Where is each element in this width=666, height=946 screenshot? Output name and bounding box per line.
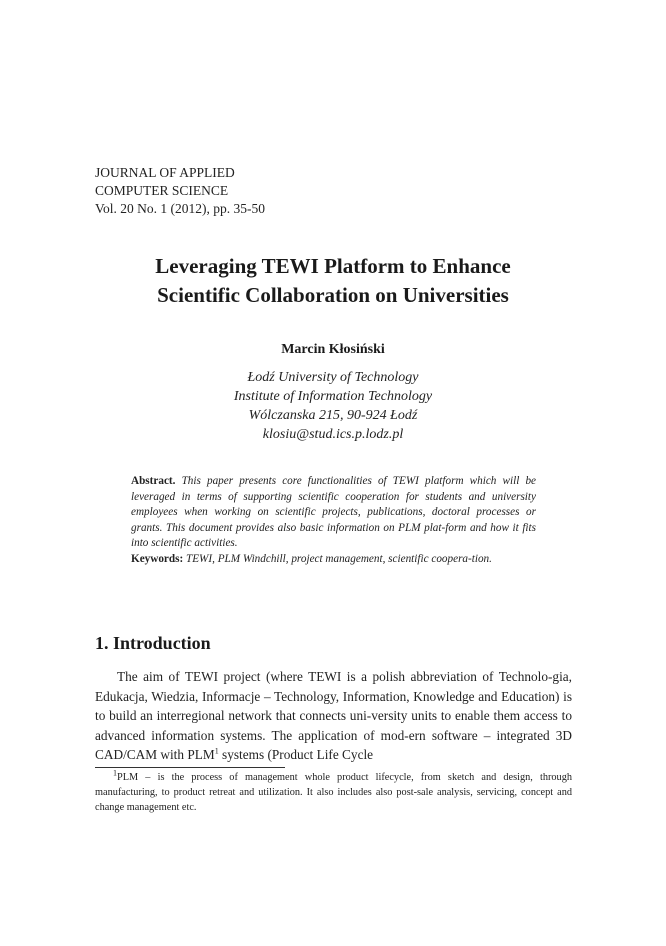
introduction-text-part2: systems (Product Life Cycle [218,747,374,762]
abstract-label: Abstract. [131,475,176,487]
author-affiliation [60,368,606,444]
affiliation-address: Wólczanska 215, 90-924 Łodź [248,408,418,423]
affiliation-institute: Institute of Information Technology [233,389,433,404]
section-heading: 1. Introduction [95,633,211,653]
journal-header [95,164,265,218]
footnote-text: PLM – is the process of management whole product lifecycle, from sketch and design, through manufacturing, to product retreat and utilization. It also includes also post-sale analysis, servicing, concept and change management etc. [95,772,572,813]
author-email: klosiu@stud.ics.p.lodz.pl [262,427,404,442]
paper-title-line2: Scientific Collaboration on Universities [157,283,509,307]
introduction-text-part1: The aim of TEWI project (where TEWI is a polish abbreviation of Technolo-gia, Edukacja, Wiedzia, Informacje – Technology, Information, Knowledge and Education) is to build an interregional network that connects uni-versity units to enable them access to advanced information systems. The application of mod-ern software – integrated 3D CAD/CAM with PLM [95,669,572,762]
keywords-label: Keywords: [131,552,184,565]
author-name: Marcin Kłosiński [281,342,385,357]
abstract-paragraph [131,474,536,552]
introduction-paragraph [95,667,572,765]
footnote-marker: 1 [113,768,117,778]
paper-title-line1: Leveraging TEWI Platform to Enhance [155,254,511,278]
abstract-block [131,474,536,567]
paper-title [60,252,606,310]
journal-name-line2: COMPUTER SCIENCE [95,183,229,198]
footnote-reference: 1 [214,746,219,756]
keywords-paragraph [131,552,536,568]
journal-volume: Vol. 20 No. 1 (2012), pp. 35-50 [95,201,265,216]
footnote-divider [95,767,285,768]
keywords-text: TEWI, PLM Windchill, project management, scientific coopera-tion. [186,552,492,565]
abstract-text: This paper presents core functionalities of TEWI platform which will be leveraged in terms of supporting scientific cooperation for students and university employees when working on scientific projects, publications, doctoral processes or grants. This document provides also basic information on PLM plat-form and how it fits into scientific activities. [131,475,537,549]
footnote [95,770,572,815]
journal-name-line1: JOURNAL OF APPLIED [95,165,235,180]
affiliation-university: Łodź University of Technology [247,370,419,385]
footnote-paragraph [95,770,572,815]
introduction-body [95,667,572,765]
